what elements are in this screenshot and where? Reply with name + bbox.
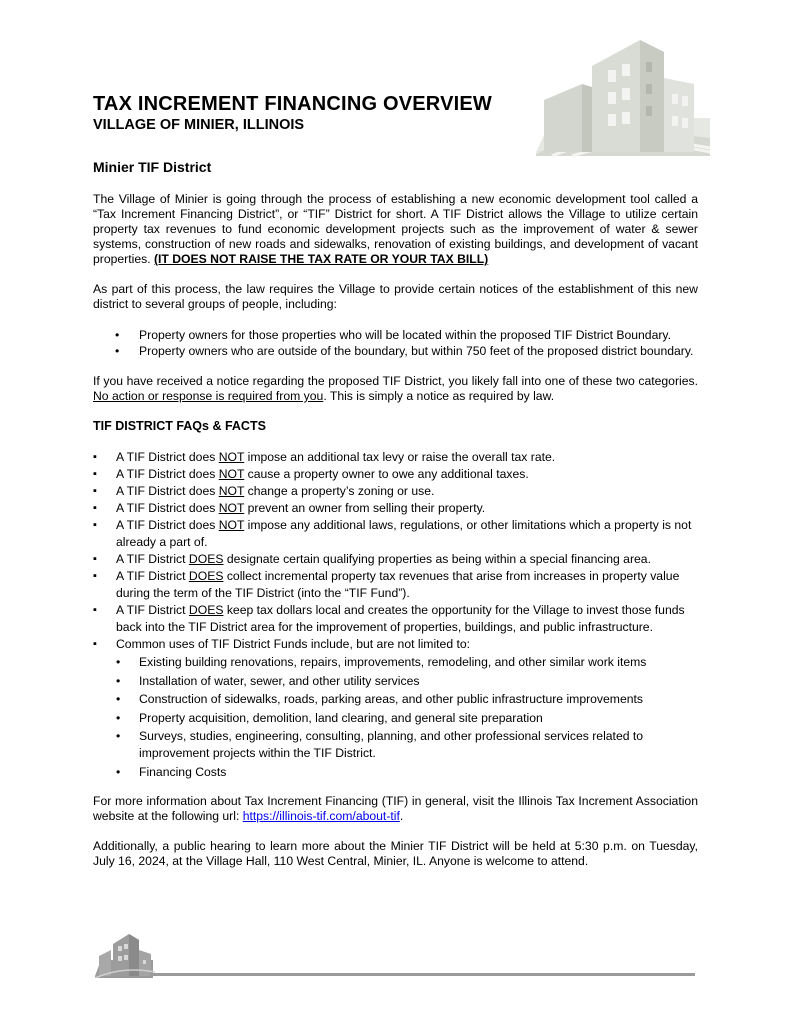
list-item: • Financing Costs xyxy=(116,764,698,781)
faq-text: keep tax dollars local and creates the opportunity for the Village to invest those funds back into the TIF District area for the improvement of properties, buildings, and public infrastructure. xyxy=(116,603,685,634)
faq-text: A TIF District does xyxy=(116,501,219,515)
faq-text: impose an additional tax levy or raise the overall tax rate. xyxy=(244,450,556,464)
faq-text: prevent an owner from selling their property. xyxy=(244,501,486,515)
faq-item xyxy=(93,602,698,636)
faq-text: change a property’s zoning or use. xyxy=(244,484,435,498)
list-item: • Property owners who are outside of the boundary, but within 750 feet of the proposed district boundary. xyxy=(93,344,698,359)
faq-keyword: NOT xyxy=(218,484,245,498)
tif-association-link[interactable]: https://illinois-tif.com/about-tif xyxy=(242,809,400,823)
faq-item xyxy=(93,517,698,551)
faq-text: A TIF District does xyxy=(116,484,219,498)
page-title: TAX INCREMENT FINANCING OVERVIEW xyxy=(93,93,493,115)
faq-list xyxy=(93,449,698,781)
faq-text: impose any additional laws, regulations, or other limitations which a property is not already a part of. xyxy=(116,518,692,549)
info-end: . xyxy=(399,809,404,823)
faq-text: designate certain qualifying properties as being within a special financing area. xyxy=(223,552,651,566)
faq-keyword: DOES xyxy=(188,603,224,617)
uses-intro: Common uses of TIF District Funds include, but are not limited to: xyxy=(116,637,471,651)
document-page xyxy=(93,92,698,869)
faq-keyword: NOT xyxy=(218,518,245,532)
faq-text: A TIF District xyxy=(116,552,189,566)
faq-item xyxy=(93,551,698,568)
notice-paragraph xyxy=(93,374,698,404)
faq-keyword: NOT xyxy=(218,467,245,481)
list-item: • Installation of water, sewer, and other utility services xyxy=(116,673,698,690)
faq-text: A TIF District does xyxy=(116,450,219,464)
faq-text: collect incremental property tax revenues that arise from increases in property value during the term of the TIF District (into the “TIF Fund”). xyxy=(116,569,680,600)
faq-keyword: DOES xyxy=(188,552,224,566)
hearing-paragraph: Additionally, a public hearing to learn more about the Minier TIF District will be held at 5:30 p.m. on Tuesday, July 16, 2024, at the Village Hall, 110 West Central, Minier, IL. Anyone is welcome to attend. xyxy=(93,839,698,868)
page-subtitle: VILLAGE OF MINIER, ILLINOIS xyxy=(93,117,305,133)
faq-item xyxy=(93,568,698,602)
intro-text: The Village of Minier is going through the process of establishing a new economic development tool called a “Tax Increment Financing District”, or “TIF” District for short. A TIF District allows the Village to utilize certain property tax revenues to fund economic development projects such as the improvement of water & sewer systems, construction of new roads and sidewalks, renovation of existing buildings, and development of vacant properties. xyxy=(93,192,698,266)
intro-paragraph xyxy=(93,192,698,267)
faq-keyword: NOT xyxy=(218,450,245,464)
faq-text: A TIF District xyxy=(116,603,189,617)
list-item: • Construction of sidewalks, roads, parking areas, and other public infrastructure improvements xyxy=(116,691,698,708)
faq-keyword: NOT xyxy=(218,501,245,515)
no-action-text: No action or response is required from you xyxy=(93,389,324,403)
list-item: • Existing building renovations, repairs, improvements, remodeling, and other similar work items xyxy=(116,654,698,671)
footer-buildings-icon xyxy=(93,932,155,978)
faq-text: A TIF District does xyxy=(116,467,219,481)
notice-text: If you have received a notice regarding the proposed TIF District, you likely fall into one of these two categories. xyxy=(93,374,698,388)
info-text: For more information about Tax Increment Financing (TIF) in general, visit the Illinois Tax Increment Association website at the following url: xyxy=(93,794,698,823)
footer-divider xyxy=(150,973,695,976)
intro-emphasis: (IT DOES NOT RAISE THE TAX RATE OR YOUR TAX BILL) xyxy=(153,252,489,266)
faq-item xyxy=(93,483,698,500)
faq-keyword: DOES xyxy=(188,569,224,583)
faq-text: A TIF District does xyxy=(116,518,219,532)
notice-groups-list xyxy=(93,328,698,359)
list-item: • Surveys, studies, engineering, consulting, planning, and other professional services related to improvement projects within the TIF District. xyxy=(116,728,698,762)
faq-text: A TIF District xyxy=(116,569,189,583)
process-paragraph: As part of this process, the law requires the Village to provide certain notices of the establishment of this new district to several groups of people, including: xyxy=(93,282,698,311)
faq-item xyxy=(93,449,698,466)
notice-end-text: . This is simply a notice as required by law. xyxy=(323,389,555,403)
faq-item xyxy=(93,466,698,483)
section-heading: Minier TIF District xyxy=(93,159,212,175)
faq-item xyxy=(93,636,698,781)
uses-list xyxy=(116,654,698,781)
faq-text: cause a property owner to owe any additional taxes. xyxy=(244,467,529,481)
list-item: • Property acquisition, demolition, land clearing, and general site preparation xyxy=(116,710,698,727)
faq-heading: TIF DISTRICT FAQs & FACTS xyxy=(93,419,266,433)
list-item: • Property owners for those properties who will be located within the proposed TIF District Boundary. xyxy=(93,328,698,343)
faq-item xyxy=(93,500,698,517)
info-paragraph xyxy=(93,794,698,824)
